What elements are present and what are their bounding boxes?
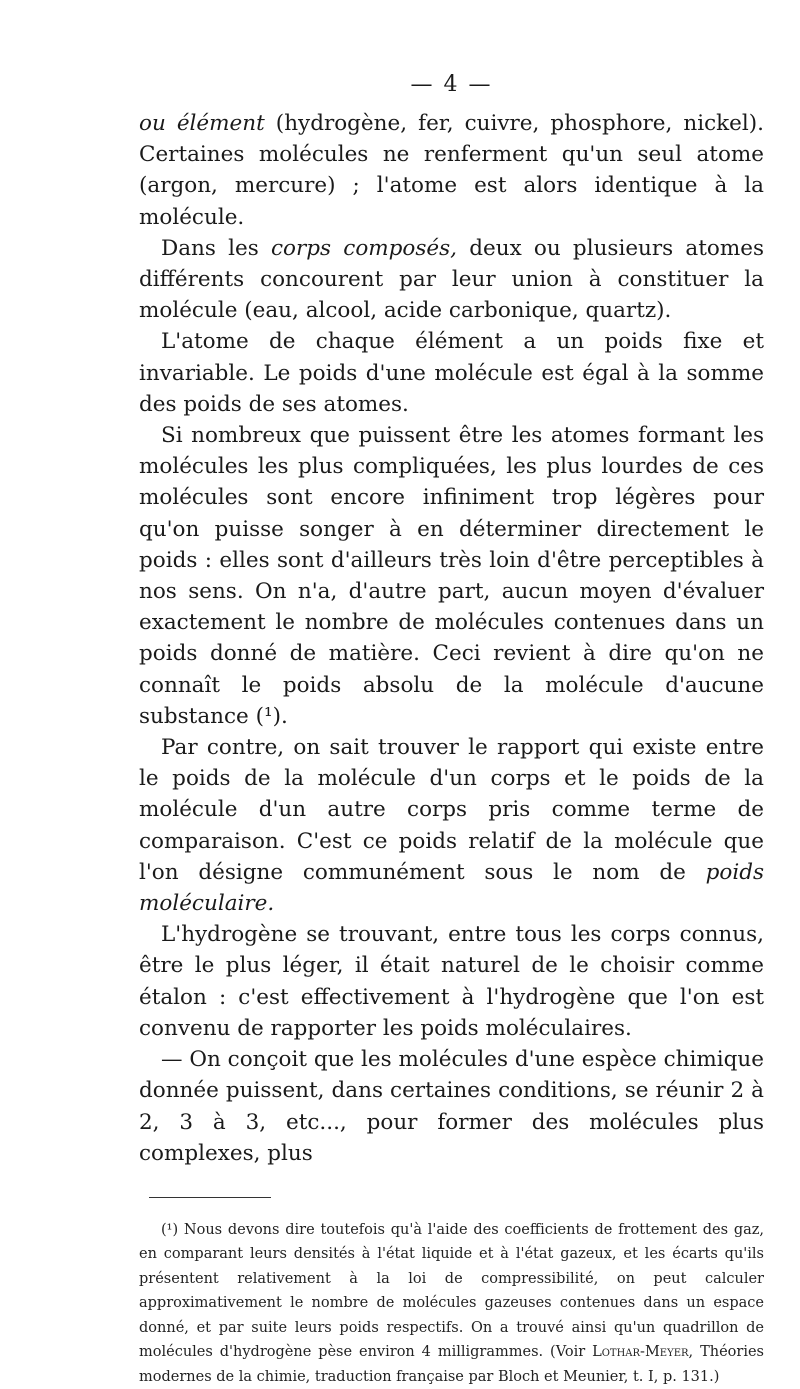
emphasis-element: ou élément — [139, 111, 265, 136]
body-text — [139, 108, 764, 1169]
paragraph-1 — [139, 108, 764, 233]
footnote-author: Lothar-Meyer — [592, 1344, 689, 1361]
paragraph-5 — [139, 732, 764, 919]
paragraph-1-text: (hydrogène, fer, cuivre, phosphore, nickel). Certaines molécules ne renferment qu'un seul atome (argon, mercure) ; l'atome est alors identique à la molécule. — [139, 111, 765, 230]
emphasis-corps-composes: corps composés, — [271, 235, 458, 261]
footnote-text-end: , Théories modernes de la chimie, traduction française par Bloch et Meunier, t. I, p. 131.) — [139, 1344, 764, 1385]
paragraph-7: — On conçoit que les molécules d'une espèce chimique donnée puissent, dans certaines conditions, se réunir 2 à 2, 3 à 3, etc..., pour former des molécules plus complexes, plus — [139, 1047, 764, 1166]
footnote-divider — [149, 1197, 271, 1198]
paragraph-3: L'atome de chaque élément a un poids fixe et invariable. Le poids d'une molécule est égal à la somme des poids de ses atomes. — [139, 329, 764, 417]
paragraph-2-lead: Dans les — [161, 235, 272, 261]
paragraph-4-text: Si nombreux que puissent être les atomes formant les molécules les plus compliquées, les plus lourdes de ces molécules sont encore infiniment trop légères pour qu'on puisse songer à en déterminer directement le poids : elles sont d'ailleurs très loin d'être perceptibles à nos sens. On n'a, d'autre part, aucun moyen d'évaluer exactement le nombre de molécules contenues dans un poids donné de matière. Ceci revient à dire qu'on ne connaît le poids absolu de la molécule d'aucune substance — [139, 423, 764, 729]
paragraph-2 — [139, 233, 764, 327]
emphasis-poids-moleculaire: poids moléculaire. — [139, 859, 764, 917]
paragraph-5-text: Par contre, on sait trouver le rapport qui existe entre le poids de la molécule d'un corps et le poids de la molécule d'un autre corps pris comme terme de comparaison. C'est ce poids relatif de la molécule que l'on désigne communément sous le nom de — [139, 735, 764, 885]
paragraph-6: L'hydrogène se trouvant, entre tous les corps connus, être le plus léger, il était naturel de le choisir comme étalon : c'est effectivement à l'hydrogène que l'on est convenu de rapporter les poids moléculaires. — [139, 922, 764, 1041]
paragraph-2-text: deux ou plusieurs atomes différents concourent par leur union à constituer la molécule (eau, alcool, acide carbonique, quartz). — [139, 235, 764, 324]
footnote-text: (¹) Nous devons dire toutefois qu'à l'aide des coefficients de frottement des gaz, en comparant leurs densités à l'état liquide et à l'état gazeux, et les écarts qu'ils présentent relativement à la loi de compressibilité, on peut calculer approximativement le nombre de molécules gazeuses contenues dans un espace donné, et par suite leurs poids respectifs. On a trouvé ainsi qu'un quadrillon de molécules d'hydrogène pèse environ 4 milligrammes. (Voir — [139, 1221, 764, 1361]
paragraph-4 — [139, 420, 764, 732]
page — [139, 70, 764, 1389]
footnote-reference: (¹). — [255, 703, 288, 729]
footnote — [139, 1218, 764, 1389]
page-number: — 4 — — [410, 72, 493, 97]
